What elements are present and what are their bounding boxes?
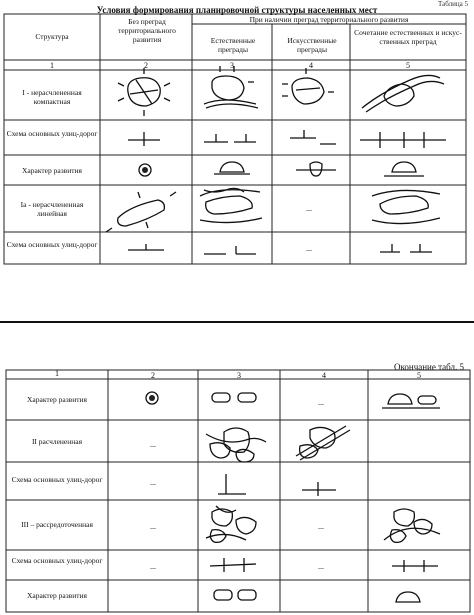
- sketch-t2-streets-2: [210, 558, 438, 572]
- t1-empty-cell: ...: [306, 204, 312, 213]
- t1-col-number: 2: [144, 61, 148, 70]
- t1-col-number: 4: [309, 61, 313, 70]
- t2-row-label: Схема основных улиц-дорог: [11, 556, 103, 565]
- t1-row-label: Схема основных улиц-дорог: [6, 129, 98, 138]
- sketch-t2-growth: [146, 392, 440, 408]
- t2-caption: Окончание табл. 5: [393, 362, 464, 372]
- t1-col-number: 5: [406, 61, 410, 70]
- t2-col-number: 1: [55, 369, 59, 378]
- table-number-label: Таблица 5: [438, 0, 468, 8]
- sketch-t1-streets: [128, 130, 446, 148]
- sketch-t1-growth: [139, 162, 424, 176]
- t1-header-artificial: Искусственные преграды: [287, 36, 337, 54]
- t2-empty-cell: ...: [150, 440, 156, 449]
- t2-empty-cell: ...: [318, 522, 324, 531]
- t2-empty-cell: ...: [150, 522, 156, 531]
- t1-header-structure: Структура: [35, 32, 69, 41]
- t2-row-label: II расчлененная: [31, 437, 83, 446]
- t1-row-label: I - нерасчлененная компактная: [22, 88, 82, 106]
- sketch-t1-streets-2: [128, 244, 432, 254]
- t1-row-label: Характер развития: [22, 166, 82, 175]
- t2-empty-cell: ...: [318, 562, 324, 571]
- t2-empty-cell: ...: [318, 398, 324, 407]
- t2-row-label: Схема основных улиц-дорог: [11, 475, 103, 484]
- sketch-t1-linear: [106, 188, 440, 232]
- t1-empty-cell: ...: [306, 244, 312, 253]
- t1-header-no-obstacles: Без преград территориального развития: [118, 17, 176, 44]
- table2-grid: [6, 370, 470, 612]
- page-title: Условия формирования планировочной структуры населенных мест: [96, 5, 378, 15]
- t2-empty-cell: ...: [150, 562, 156, 571]
- sketch-t2-streets: [218, 474, 336, 496]
- sketch-t2-growth-2: [214, 590, 420, 602]
- t1-header-natural: Естественные преграды: [210, 36, 256, 54]
- t1-row-label: Схема основных улиц-дорог: [6, 240, 98, 249]
- sketch-t1-compact: [118, 66, 444, 116]
- t2-col-number: 3: [237, 371, 241, 380]
- t1-col-number: 3: [230, 61, 234, 70]
- t2-row-label: III – рассредоточенная: [21, 520, 93, 529]
- t2-col-number: 5: [417, 371, 421, 380]
- t2-row-label: Характер развития: [27, 591, 87, 600]
- t2-col-number: 2: [151, 371, 155, 380]
- t1-header-with-obstacles: При наличии преград территориального развития: [249, 15, 409, 24]
- t2-empty-cell: ...: [150, 478, 156, 487]
- t1-col-number: 1: [50, 61, 54, 70]
- t2-col-number: 4: [322, 371, 326, 380]
- t1-header-combined: Сочетание естественных и искус-ственных преград: [354, 28, 462, 46]
- sketch-t2-dismembered: [206, 426, 350, 462]
- t2-row-label: Характер развития: [27, 395, 87, 404]
- t1-row-label: Iа - нерасчлененная линейная: [20, 200, 84, 218]
